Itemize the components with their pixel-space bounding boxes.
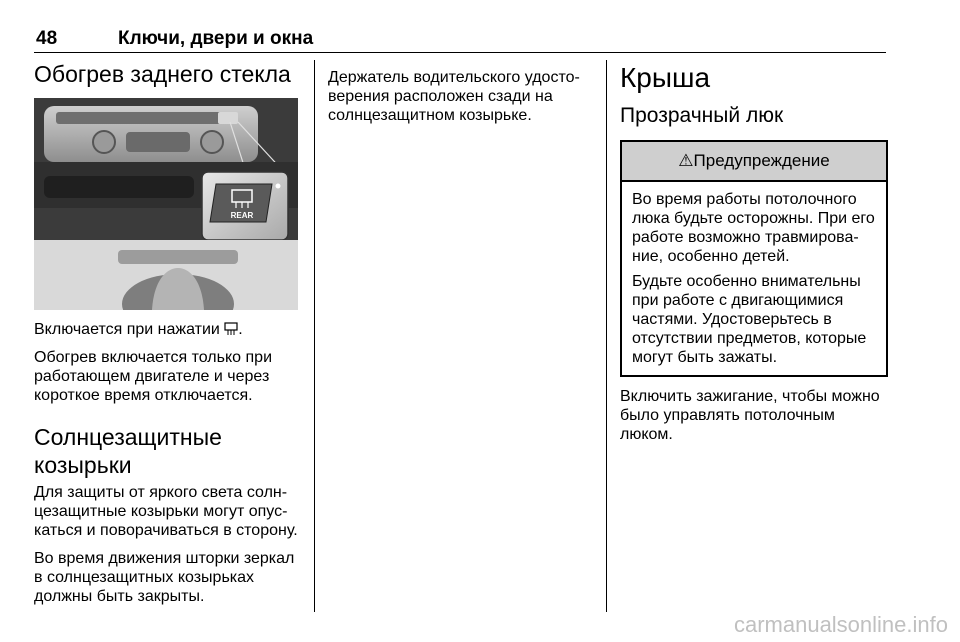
text-line: отсутствии предметов, которые — [632, 330, 867, 347]
dashboard-figure — [34, 98, 298, 310]
section-title-roof: Крыша — [620, 62, 711, 93]
text-line: верения расположен сзади на — [328, 88, 553, 105]
text-line: работающем двигателе и через — [34, 368, 270, 385]
text-line: Во время работы потолочного — [632, 191, 857, 208]
warning-paragraph — [632, 190, 876, 266]
section-title-rear-defrost: Обогрев заднего стекла — [34, 61, 291, 87]
text-line: люка будьте осторожны. При его — [632, 210, 875, 227]
warning-title: Предупреждение — [693, 151, 830, 170]
text: Включается при нажатии — [34, 321, 220, 338]
section-title-sun-visors — [34, 423, 300, 479]
text-line: козырьки — [34, 452, 132, 478]
text-line: частями. Удостоверьтесь в — [632, 311, 832, 328]
text-line: работе возможно травмирова- — [632, 229, 859, 246]
text-line: люком. — [620, 426, 673, 443]
text-line: Солнцезащитные — [34, 424, 222, 450]
text-line: должны быть закрыты. — [34, 588, 205, 605]
paragraph — [620, 387, 888, 444]
text-line: короткое время отключается. — [34, 387, 253, 404]
paragraph — [34, 348, 300, 405]
text-line: ние, особенно детей. — [632, 248, 790, 265]
text: . — [238, 321, 243, 338]
column-left — [34, 60, 300, 88]
column-divider — [606, 60, 607, 612]
column-left-text — [34, 320, 300, 606]
rear-button-label: REAR — [230, 211, 254, 220]
text-line: при работе с двигающимися — [632, 292, 844, 309]
text-line: могут быть зажаты. — [632, 349, 778, 366]
warning-paragraph — [632, 272, 876, 367]
paragraph — [34, 320, 300, 339]
text-line: Для защиты от яркого света солн- — [34, 484, 288, 501]
text-line: Включить зажигание, чтобы можно — [620, 388, 880, 405]
text-line: цезащитные козырьки могут опус- — [34, 503, 288, 520]
page-number: 48 — [36, 28, 58, 49]
text-line: в солнцезащитных козырьках — [34, 569, 255, 586]
column-right — [620, 60, 888, 444]
subsection-title-sunroof: Прозрачный люк — [620, 104, 784, 127]
watermark: carmanualsonline.info — [733, 612, 948, 637]
text-line: было управлять потолочным — [620, 407, 835, 424]
warning-box — [620, 140, 888, 377]
warning-body — [622, 182, 886, 375]
paragraph — [34, 483, 300, 540]
chapter-title: Ключи, двери и окна — [118, 28, 314, 49]
text-line: Во время движения шторки зеркал — [34, 550, 295, 567]
warning-icon: ⚠ — [678, 151, 694, 170]
column-middle — [328, 68, 594, 125]
text-line: Держатель водительского удосто- — [328, 69, 580, 86]
page-header — [34, 26, 886, 53]
rear-defrost-icon — [224, 322, 238, 336]
warning-header — [622, 142, 886, 182]
text-line: Будьте особенно внимательны — [632, 273, 861, 290]
paragraph — [34, 549, 300, 606]
column-divider — [314, 60, 315, 612]
dashboard-illustration — [34, 98, 298, 310]
text-line: солнцезащитном козырьке. — [328, 107, 532, 124]
text-line: Обогрев включается только при — [34, 349, 272, 366]
paragraph — [328, 68, 594, 125]
text-line: каться и поворачиваться в сторону. — [34, 522, 298, 539]
